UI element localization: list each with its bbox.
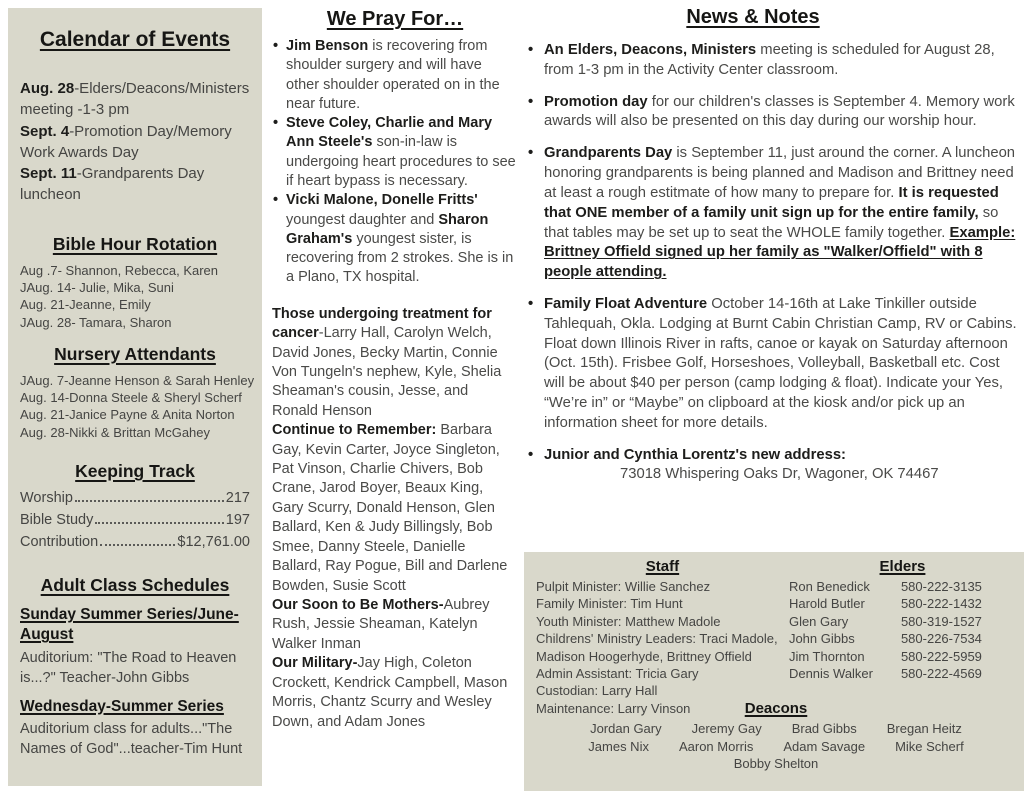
- rotation-line: Aug .7- Shannon, Rebecca, Karen: [20, 262, 219, 278]
- deacon-row: [542, 738, 1010, 756]
- prayer-paragraphs: [272, 305, 518, 732]
- dot-leader: [95, 522, 223, 524]
- nursery-attendants-title: Nursery Attendants: [54, 343, 216, 364]
- deacon-name: Mike Scherf: [895, 738, 964, 754]
- keeping-track-table: [20, 488, 250, 553]
- nursery-line: JAug. 7-Jeanne Henson & Sarah Henley: [20, 372, 255, 388]
- elder-name: Jim Thornton: [788, 648, 865, 664]
- elder-name: John Gibbs: [788, 631, 855, 647]
- rotation-line: JAug. 28- Tamara, Sharon: [20, 314, 172, 330]
- elder-phone: 580-222-1432: [900, 596, 982, 612]
- adult-class-schedules: [20, 605, 250, 758]
- elder-phone: 580-222-3135: [900, 579, 982, 594]
- deacon-row: [542, 755, 1010, 773]
- dot-leader: [100, 544, 175, 546]
- stat-value: $12,761.00: [177, 533, 250, 550]
- elder-row: [789, 595, 1016, 612]
- calendar-list: [20, 78, 250, 206]
- prayer-bullet-list: [272, 37, 518, 288]
- keeping-track-row: [20, 510, 250, 532]
- elder-phone: 580-319-1527: [900, 613, 982, 629]
- stat-label: Contribution: [20, 533, 99, 550]
- new-address-line: 73018 Whispering Oaks Dr, Wagoner, OK 74467: [620, 466, 939, 483]
- nursery-line: Aug. 21-Janice Payne & Anita Norton: [20, 407, 235, 423]
- new-address-heading: Junior and Cynthia Lorentz's new address:: [544, 446, 846, 463]
- elders-title: Elders: [879, 558, 926, 575]
- our-military-paragraph: Our Military-Jay High, Coleton Crockett, Kendrick Campbell, Mason Morris, Chantz Scurry and Wesley Down, and Adam Jones: [272, 655, 508, 730]
- class-section-heading: Wednesday-Summer Series: [20, 697, 224, 715]
- deacon-name: Adam Savage: [783, 738, 866, 754]
- news-column: [524, 6, 1022, 497]
- news-item: • An Elders, Deacons, Ministers meeting is scheduled for August 28, from 1-3 pm in the Activity Center classroom.: [524, 41, 1022, 81]
- directory-panel: [524, 552, 1024, 791]
- staff-title: Staff: [645, 558, 680, 575]
- keeping-track-row: [20, 488, 250, 510]
- elder-name: Harold Butler: [788, 596, 865, 612]
- elder-phone: 580-226-7534: [900, 631, 982, 647]
- soon-to-be-mothers-paragraph: Our Soon to Be Mothers-Aubrey Rush, Jessie Sheaman, Katelyn Walker Inman: [272, 596, 490, 652]
- deacon-row: [542, 720, 1010, 738]
- nursery-line: Aug. 28-Nikki & Brittan McGahey: [20, 424, 211, 440]
- elder-row: [789, 613, 1016, 630]
- nursery-line: Aug. 14-Donna Steele & Sheryl Scherf: [20, 390, 242, 406]
- staff-line: Admin Assistant: Tricia Gary: [536, 666, 699, 682]
- prayer-item: • Vicki Malone, Donelle Fritts' youngest daughter and Sharon Graham's youngest sister, is recovering from 2 strokes. She is in a Plano, TX hospital.: [272, 191, 518, 287]
- deacon-name: Bregan Heitz: [886, 721, 962, 736]
- class-section-body: Auditorium class for adults..."The Names of God"...teacher-Tim Hunt: [20, 720, 243, 757]
- elder-phone: 580-222-4569: [900, 666, 982, 682]
- rotation-line: JAug. 14- Julie, Mika, Suni: [20, 280, 174, 296]
- adult-class-schedules-title: Adult Class Schedules: [40, 575, 230, 596]
- bible-hour-rotation-list: [20, 262, 250, 331]
- deacon-name: Bobby Shelton: [733, 756, 819, 772]
- staff-line: Pulpit Minister: Willie Sanchez: [536, 579, 711, 594]
- directory-columns: [532, 558, 1016, 717]
- deacons-section: [542, 700, 1010, 773]
- prayer-item: • Jim Benson is recovering from shoulder surgery and will have other shoulder operated on in the near future.: [272, 37, 518, 114]
- nursery-attendants-list: [20, 372, 255, 441]
- class-section-body: Auditorium: "The Road to Heaven is...?" Teacher-John Gibbs: [20, 649, 237, 686]
- deacons-title: Deacons: [744, 700, 808, 717]
- continue-to-remember-paragraph: Continue to Remember: Barbara Gay, Kevin Carter, Joyce Singleton, Pat Vinson, Charlie Chivers, Bob Crane, Jarod Boyer, Beaux King, Gary Scurry, Donald Henson, Glen Ballard, Ken & Judy Billingsly, Bob Smee, Danny Steele, Danielle Ballard, Ray Pogue, Bill and Darlene Bowden, Susie Scott: [272, 422, 508, 594]
- staff-line: Family Minister: Tim Hunt: [536, 596, 683, 612]
- elder-row: [789, 578, 1016, 595]
- news-item: • Family Float Adventure October 14-16th at Lake Tinkiller outside Tahlequah, Okla. Lodging at Burnt Cabin Christian Camp, RV or Cabins. Float down Illinois River in rafts, canoe or kayak on Saturday afternoon (Oct. 15th). Frisbee Golf, Horseshoes, Volleyball, Basketball etc. Cost will be about $40 per person (camp lodging & float). Indicate your Yes, “We’re in” or “Maybe” on clipboard at the kiosk and/or pick up an information sheet for more details.: [524, 295, 1022, 434]
- we-pray-for-title: We Pray For…: [326, 8, 464, 30]
- staff-line: Youth Minister: Matthew Madole: [536, 613, 721, 629]
- deacon-name: Aaron Morris: [678, 738, 754, 754]
- keeping-track-row: [20, 532, 250, 554]
- class-section-heading: Sunday Summer Series/June-August: [20, 606, 239, 644]
- staff-line: Madison Hoogerhyde, Brittney Offield: [536, 648, 752, 664]
- elder-name: Glen Gary: [788, 613, 849, 629]
- elder-name: Dennis Walker: [788, 666, 873, 682]
- rotation-line: Aug. 21-Jeanne, Emily: [20, 297, 151, 313]
- deacon-name: Brad Gibbs: [791, 721, 857, 736]
- deacon-name: Jeremy Gay: [691, 721, 762, 736]
- calendar-panel: [8, 8, 262, 786]
- stat-label: Bible Study: [20, 511, 94, 528]
- news-item: • Promotion day for our children's classes is September 4. Memory work awards will also be presented on this day during our worship hour.: [524, 93, 1022, 133]
- staff-section: [532, 558, 789, 717]
- elder-row: [789, 630, 1016, 647]
- stat-label: Worship: [20, 490, 73, 507]
- calendar-item: Sept. 4-Promotion Day/Memory Work Awards Day: [20, 122, 232, 161]
- keeping-track-title: Keeping Track: [75, 461, 195, 482]
- elder-row: [789, 665, 1016, 682]
- cancer-treatment-paragraph: Those undergoing treatment for cancer-Larry Hall, Carolyn Welch, David Jones, Becky Martin, Connie Von Tungeln's nephew, Kyle, Shelia Sheaman's cousin, Jesse, and Ronald Henson: [272, 305, 502, 419]
- staff-line: Childrens' Ministry Leaders: Traci Madole,: [536, 631, 778, 647]
- dot-leader: [75, 500, 224, 502]
- bible-hour-rotation-title: Bible Hour Rotation: [52, 233, 218, 254]
- elder-name: Ron Benedick: [788, 579, 870, 594]
- prayer-column: [272, 8, 518, 732]
- deacon-name: Jordan Gary: [590, 721, 662, 736]
- stat-value: 197: [225, 511, 250, 528]
- staff-line: Custodian: Larry Hall: [536, 683, 658, 699]
- deacon-name: James Nix: [588, 738, 649, 754]
- news-and-notes-title: News & Notes: [686, 6, 820, 28]
- elder-row: [789, 648, 1016, 665]
- news-item: [524, 446, 1022, 486]
- elder-phone: 580-222-5959: [900, 648, 982, 664]
- stat-value: 217: [225, 490, 250, 507]
- prayer-item: • Steve Coley, Charlie and Mary Ann Steele's son-in-law is undergoing heart procedures to see if heart bypass is necessary.: [272, 114, 518, 191]
- staff-line: Maintenance: Larry Vinson: [536, 700, 691, 716]
- news-list: [524, 41, 1022, 485]
- news-item: • Grandparents Day is September 11, just around the corner. A luncheon honoring grandparents is being planned and Madison and Brittney need at least a rough estitmate of how many to prepare for. It is requested that ONE member of a family unit sign up for the entire family, so that tables may be set up to seat the WHOLE family together. Example: Brittney Offield signed up her family as "Walker/Offield" with 8 people attending.: [524, 144, 1022, 283]
- calendar-item: Sept. 11-Grandparents Day luncheon: [20, 165, 205, 204]
- calendar-item: Aug. 28-Elders/Deacons/Ministers meeting -1-3 pm: [20, 80, 250, 119]
- elders-section: [789, 558, 1016, 717]
- calendar-title: Calendar of Events: [39, 28, 231, 51]
